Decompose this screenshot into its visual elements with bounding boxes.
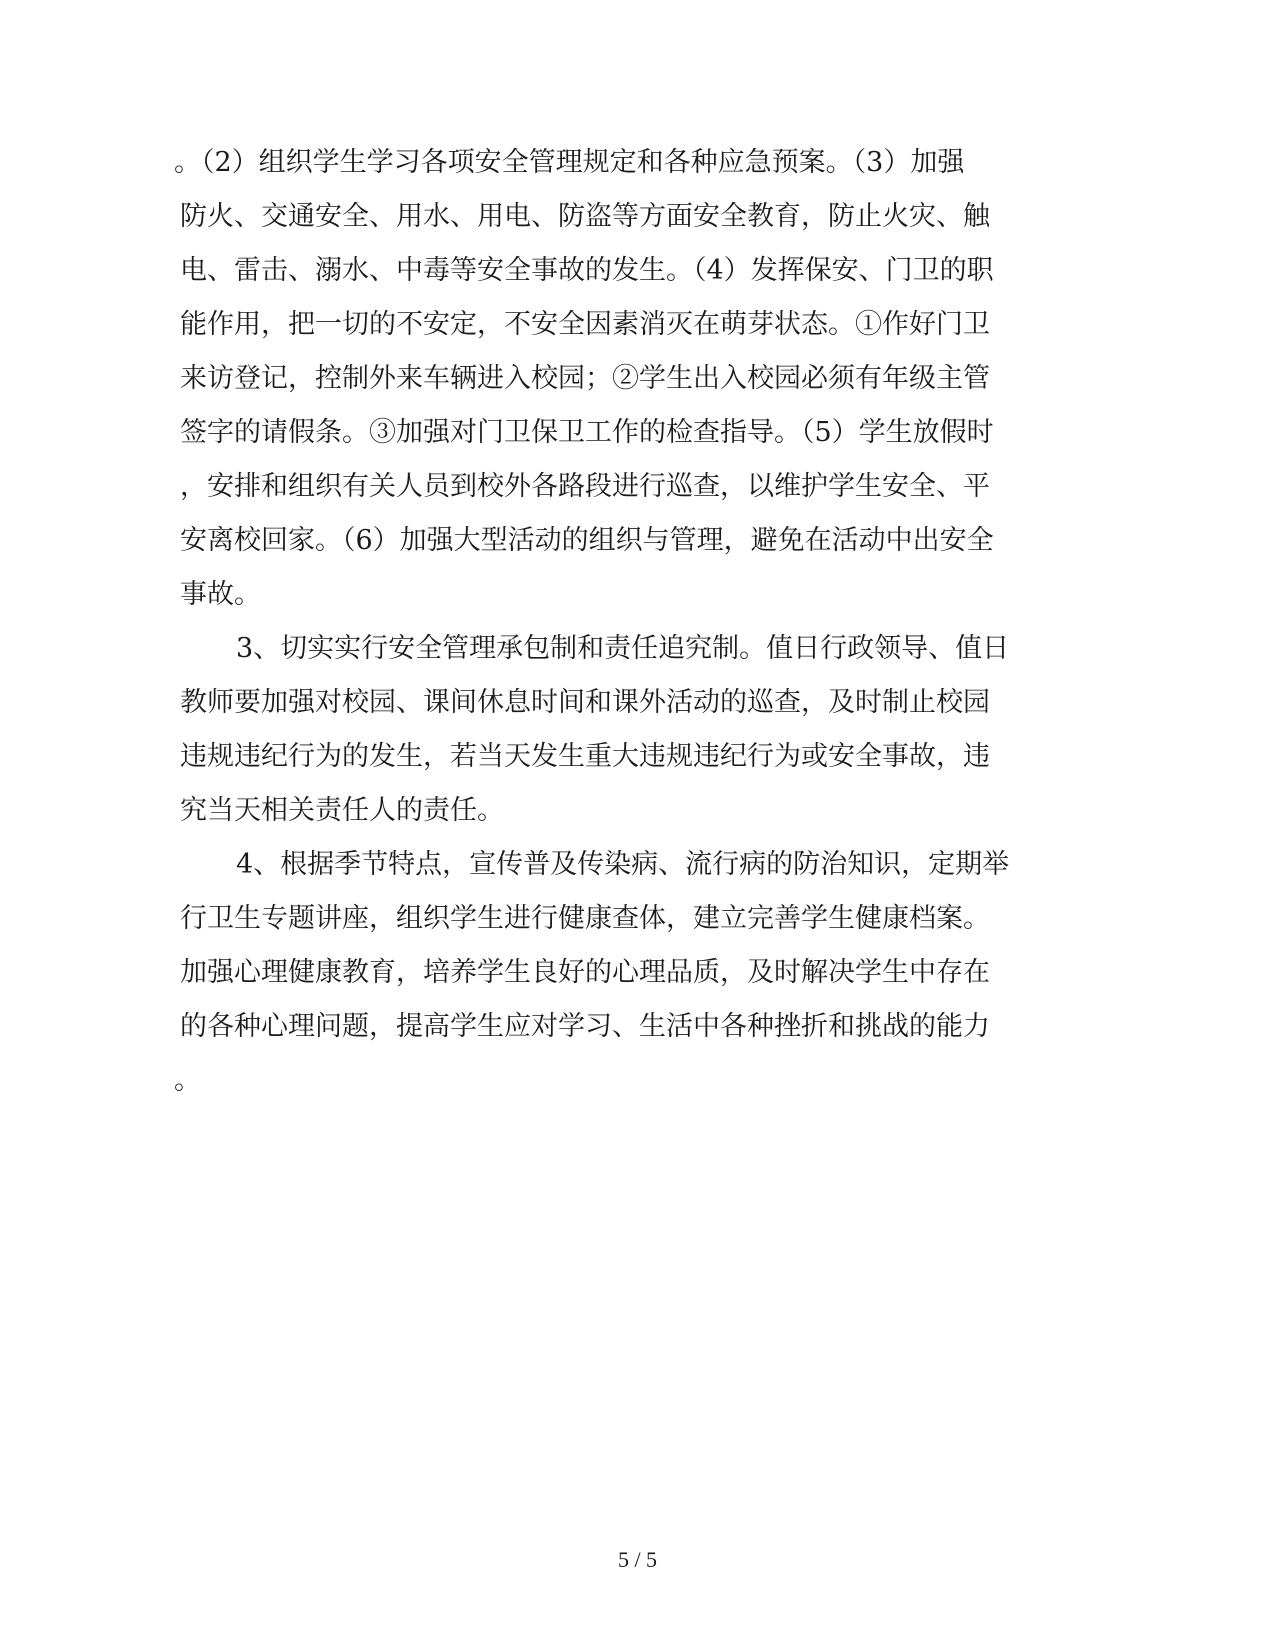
page-number: 5 / 5 [617,1547,658,1572]
text-line: 究当天相关责任人的责任。 [180,795,504,826]
text-line: 事故。 [180,579,261,610]
text-line: 教师要加强对校园、课间休息时间和课外活动的巡查，及时制止校园 [180,687,990,718]
paragraph-3-first-line: 3、切实实行安全管理承包制和责任追究制。值日行政领导、值日 [236,633,1010,664]
text-line: 加强心理健康教育，培养学生良好的心理品质，及时解决学生中存在 [180,957,990,988]
text-line: 。 [174,1065,201,1096]
text-line: 能作用，把一切的不安定，不安全因素消灭在萌芽状态。①作好门卫 [180,309,990,340]
text-line: 签字的请假条。③加强对门卫保卫工作的检查指导。（5）学生放假时 [180,417,994,448]
text-line: 防火、交通安全、用水、用电、防盗等方面安全教育，防止火灾、触 [180,201,990,232]
text-line: 电、雷击、溺水、中毒等安全事故的发生。（4）发挥保安、门卫的职 [180,255,994,286]
paragraph-4-first-line: 4、根据季节特点，宣传普及传染病、流行病的防治知识，定期举 [236,849,1010,880]
body-text [174,136,1030,1108]
text-line: 行卫生专题讲座，组织学生进行健康查体，建立完善学生健康档案。 [180,903,990,934]
text-line: ，安排和组织有关人员到校外各路段进行巡查，以维护学生安全、平 [180,471,990,502]
text-line: 的各种心理问题，提高学生应对学习、生活中各种挫折和挑战的能力 [180,1011,990,1042]
text-line: 。（2）组织学生学习各项安全管理规定和各种应急预案。（3）加强 [174,147,965,178]
text-line: 来访登记，控制外来车辆进入校园；②学生出入校园必须有年级主管 [180,363,990,394]
text-line: 安离校回家。（6）加强大型活动的组织与管理，避免在活动中出安全 [180,525,994,556]
text-line: 违规违纪行为的发生，若当天发生重大违规违纪行为或安全事故，违 [180,741,990,772]
